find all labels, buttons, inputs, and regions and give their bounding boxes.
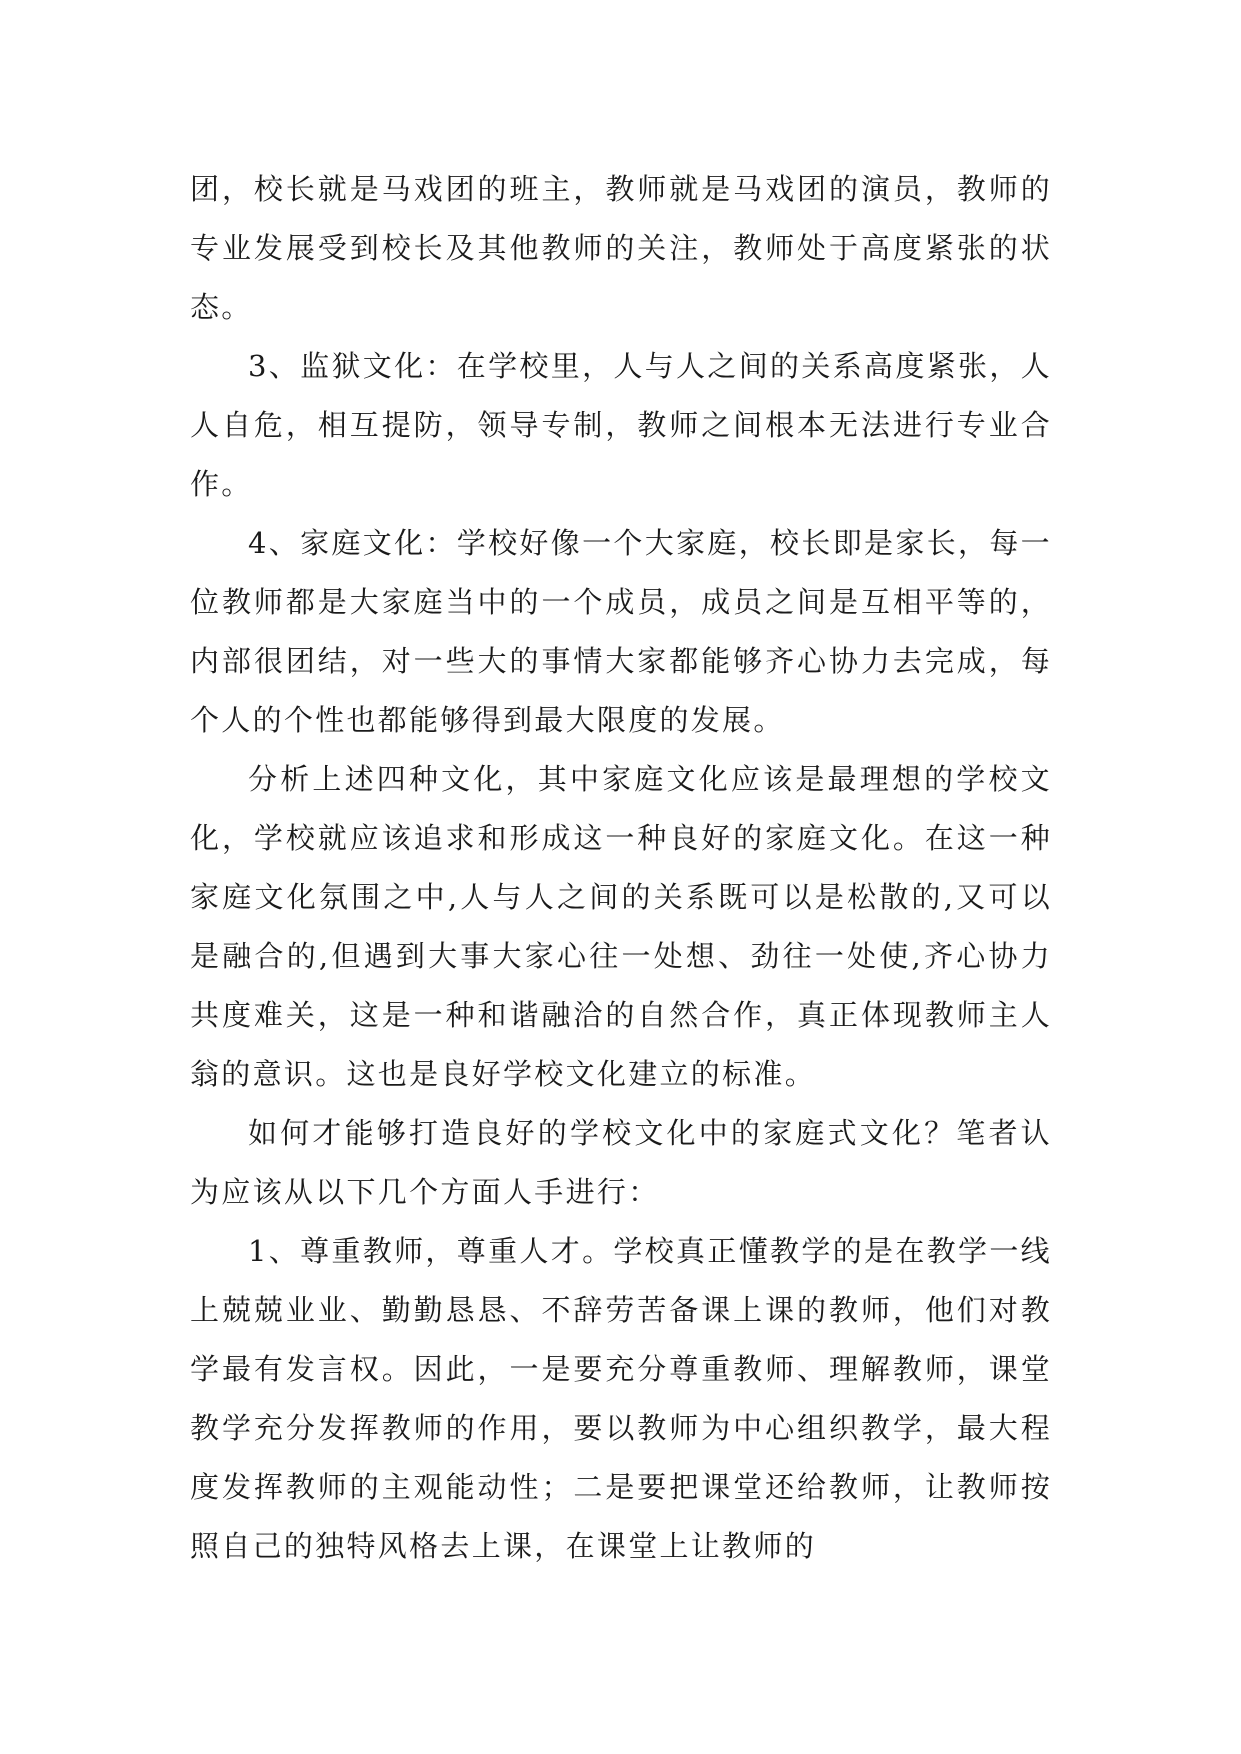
document-page bbox=[190, 160, 1052, 1576]
paragraph-respect-teachers: 1、尊重教师，尊重人才。学校真正懂教学的是在教学一线上兢兢业业、勤勤恳恳、不辞劳苦备课上课的教师，他们对教学最有发言权。因此，一是要充分尊重教师、理解教师，课堂教学充分发挥教师的作用，要以教师为中心组织教学，最大程度发挥教师的主观能动性；二是要把课堂还给教师，让教师按照自己的独特风格去上课，在课堂上让教师的 bbox=[190, 1234, 1052, 1563]
paragraph-continuation: 团，校长就是马戏团的班主，教师就是马戏团的演员，教师的专业发展受到校长及其他教师的关注，教师处于高度紧张的状态。 bbox=[190, 172, 1052, 324]
paragraph-analysis: 分析上述四种文化，其中家庭文化应该是最理想的学校文化，学校就应该追求和形成这一种良好的家庭文化。在这一种家庭文化氛围之中,人与人之间的关系既可以是松散的,又可以是融合的,但遇到大事大家心往一处想、劲往一处使,齐心协力共度难关，这是一种和谐融洽的自然合作，真正体现教师主人翁的意识。这也是良好学校文化建立的标准。 bbox=[190, 762, 1052, 1091]
paragraph-prison-culture: 3、监狱文化：在学校里，人与人之间的关系高度紧张，人人自危，相互提防，领导专制，教师之间根本无法进行专业合作。 bbox=[190, 349, 1052, 501]
paragraph-question: 如何才能够打造良好的学校文化中的家庭式文化？笔者认为应该从以下几个方面人手进行： bbox=[190, 1116, 1052, 1209]
paragraph-family-culture: 4、家庭文化：学校好像一个大家庭，校长即是家长，每一位教师都是大家庭当中的一个成员，成员之间是互相平等的，内部很团结，对一些大的事情大家都能够齐心协力去完成，每个人的个性也都能够得到最大限度的发展。 bbox=[190, 526, 1052, 737]
